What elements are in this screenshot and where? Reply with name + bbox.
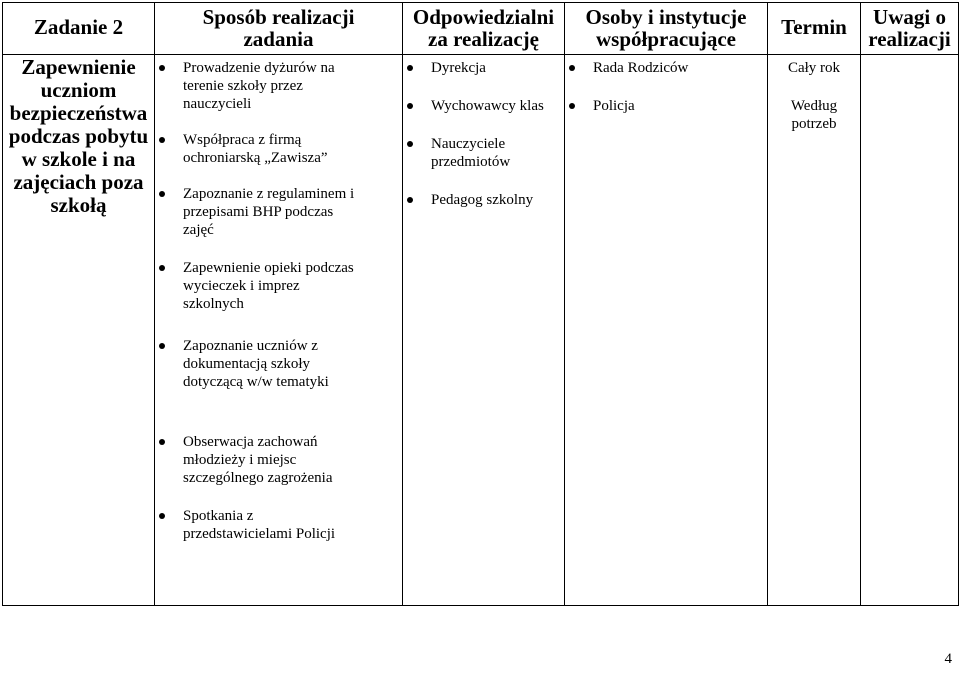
bullet-icon [407, 141, 413, 147]
list-item [155, 507, 402, 543]
page-number: 4 [944, 651, 952, 667]
method-line: terenie szkoły przez [183, 78, 303, 94]
header-notes [861, 3, 959, 55]
bullet-icon [569, 103, 575, 109]
method-line: Zapoznanie uczniów z [183, 338, 318, 354]
method-line: młodzieży i miejsc [183, 452, 297, 468]
task-cell [3, 55, 155, 606]
list-item [155, 59, 402, 113]
header-task-label: Zadanie 2 [33, 15, 124, 39]
bullet-icon [159, 265, 165, 271]
header-methods-line1: Sposób realizacji [202, 5, 355, 29]
method-line: Zapoznanie z regulaminem i [183, 186, 355, 202]
header-cooperating-line1: Osoby i instytucje [585, 5, 747, 29]
list-item [403, 97, 564, 115]
method-line: wycieczek i imprez [183, 278, 300, 294]
header-methods-line2: zadania [243, 27, 314, 51]
bullet-icon [159, 439, 165, 445]
term-cell [768, 55, 861, 606]
responsible-list [403, 55, 564, 209]
method-line: Obserwacja zachowań [183, 434, 318, 450]
bullet-icon [159, 343, 165, 349]
bullet-icon [407, 65, 413, 71]
method-line: przepisami BHP podczas [183, 204, 334, 220]
responsible-line: Wychowawcy klas [431, 98, 544, 114]
cooperating-line: Policja [593, 98, 635, 114]
header-responsible-line2: za realizację [428, 27, 539, 51]
task-title-line: w szkole i na [21, 147, 136, 171]
method-line: Prowadzenie dyżurów na [183, 60, 335, 76]
method-line: ochroniarską „Zawisza” [183, 150, 328, 166]
cooperating-line: Rada Rodziców [593, 60, 689, 76]
task-title-line: Zapewnienie [21, 55, 136, 79]
notes-cell [861, 55, 959, 606]
method-line: dotyczącą w/w tematyki [183, 374, 329, 390]
task-title-line: szkołą [50, 193, 107, 217]
task-title-line: bezpieczeństwa [9, 101, 148, 125]
term-line2a: Według [790, 98, 838, 114]
method-line: nauczycieli [183, 96, 252, 112]
list-item [155, 259, 402, 313]
method-line: Zapewnienie opieki podczas [183, 260, 354, 276]
method-line: szkolnych [183, 296, 244, 312]
method-line: Współpraca z firmą [183, 132, 302, 148]
header-cooperating-line2: współpracujące [596, 27, 736, 51]
header-responsible [403, 3, 565, 55]
responsible-line: Pedagog szkolny [431, 192, 534, 208]
responsible-line: Nauczyciele [431, 136, 506, 152]
header-term-label: Termin [781, 15, 847, 39]
plan-table [2, 2, 959, 606]
bullet-icon [407, 197, 413, 203]
header-notes-line1: Uwagi o [873, 5, 946, 29]
method-line: zajęć [183, 222, 214, 238]
term-line2b: potrzeb [791, 116, 837, 132]
header-responsible-line1: Odpowiedzialni [412, 5, 555, 29]
bullet-icon [159, 137, 165, 143]
cooperating-cell [565, 55, 768, 606]
header-row [3, 3, 959, 55]
list-item [565, 59, 767, 77]
methods-cell [155, 55, 403, 606]
methods-list [155, 55, 402, 543]
header-cooperating [565, 3, 768, 55]
list-item [155, 131, 402, 167]
content-row [3, 55, 959, 606]
responsible-line: Dyrekcja [431, 60, 486, 76]
task-title-line: uczniom [40, 78, 117, 102]
bullet-icon [159, 191, 165, 197]
list-item [155, 433, 402, 487]
task-title-line: zajęciach poza [13, 170, 144, 194]
list-item [403, 191, 564, 209]
bullet-icon [159, 513, 165, 519]
header-term [768, 3, 861, 55]
method-line: Spotkania z [183, 508, 254, 524]
list-item [565, 97, 767, 115]
list-item [403, 59, 564, 77]
bullet-icon [569, 65, 575, 71]
list-item [403, 135, 564, 171]
list-item [155, 337, 402, 391]
method-line: szczególnego zagrożenia [183, 470, 333, 486]
header-methods [155, 3, 403, 55]
responsible-line: przedmiotów [431, 154, 511, 170]
bullet-icon [159, 65, 165, 71]
list-item [155, 185, 402, 239]
method-line: przedstawicielami Policji [183, 526, 336, 542]
header-task [3, 3, 155, 55]
cooperating-list [565, 55, 767, 115]
header-notes-line2: realizacji [868, 27, 951, 51]
task-title-line: podczas pobytu [8, 124, 149, 148]
responsible-cell [403, 55, 565, 606]
term-line1: Cały rok [787, 60, 841, 76]
bullet-icon [407, 103, 413, 109]
method-line: dokumentacją szkoły [183, 356, 311, 372]
